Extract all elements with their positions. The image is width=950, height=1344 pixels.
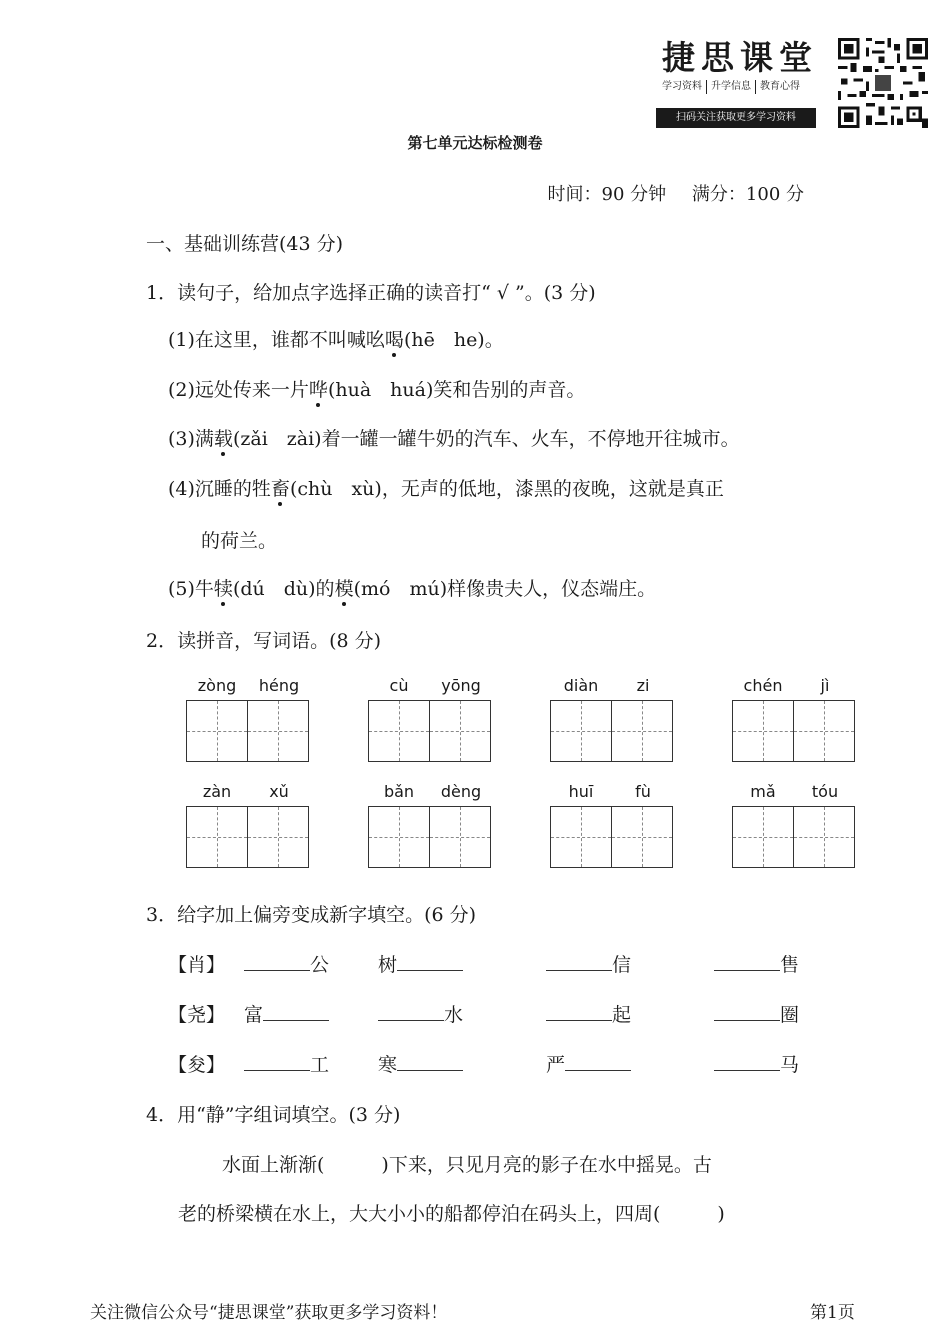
q2-title: 2．读拼音，写词语。(8 分) [146,630,382,652]
q1-sentence-5: (5)牛犊(dú dù)的模(mó mú)样像贵夫人，仪态端庄。 [168,578,657,600]
answer-blank[interactable] [244,950,310,971]
q3-fill-item: 富 [244,1000,329,1027]
pinyin-label: zòng [197,676,237,695]
footer-promo: 关注微信公众号“捷思课堂”获取更多学习资料！ [90,1303,448,1323]
answer-blank[interactable] [397,950,463,971]
tian-grid-box[interactable] [732,806,794,868]
q3-fill-item: 圈 [714,1000,799,1027]
pinyin-label: zi [636,676,650,695]
q3-title: 3．给字加上偏旁变成新字填空。(6 分) [146,904,477,926]
q1-sentence-1: (1)在这里，谁都不叫喊吆喝(hē he)。 [168,329,504,351]
q1-sentence-2: (2)远处传来一片哗(huà huá)笑和告别的声音。 [168,379,586,401]
page-number: 第1页 [810,1303,855,1323]
answer-blank[interactable] [714,950,780,971]
pinyin-label: diàn [563,676,599,695]
brand-link-admission: 升学信息 [707,80,756,94]
dotted-char: 犊 [213,578,233,600]
tian-grid-box[interactable] [429,700,491,762]
tian-grid-box[interactable] [429,806,491,868]
dotted-char: 哗 [308,379,328,401]
q1-sentence-4: (4)沉睡的牲畜(chù xù)，无声的低地，漆黑的夜晚，这就是真正 [168,478,724,500]
brand-scan-bar: 扫码关注获取更多学习资料 [656,108,816,128]
pinyin-label: dèng [440,782,482,801]
pinyin-label: fù [635,782,651,801]
q3-fill-item: 信 [546,950,631,977]
tian-grid-box[interactable] [368,806,430,868]
dotted-char: 载 [213,428,233,450]
brand-title: 捷思课堂 [662,38,818,77]
tian-grid-box[interactable] [732,700,794,762]
exam-score: 满分：100 分 [691,184,804,205]
q3-fill-item: 树 [378,950,463,977]
brand-link-study: 学习资料 [658,80,707,94]
pinyin-label: héng [258,676,300,695]
section-title: 一、基础训练营(43 分) [146,233,344,255]
answer-blank[interactable] [397,1050,463,1071]
brand-links [658,80,804,94]
pinyin-label: xǔ [269,782,289,801]
tian-grid-box[interactable] [368,700,430,762]
tian-grid-box[interactable] [550,806,612,868]
answer-blank[interactable] [565,1050,631,1071]
q3-fill-item: 售 [714,950,799,977]
tian-grid-box[interactable] [611,806,673,868]
brand-link-education: 教育心得 [760,81,800,92]
q3-row-key: 【肖】 [168,954,226,976]
pinyin-label: cù [389,676,409,695]
pinyin-label: zàn [202,782,232,801]
document-title: 第七单元达标检测卷 [407,134,543,152]
q4-title: 4．用“静”字组词填空。(3 分) [146,1104,401,1126]
qr-code-icon [838,38,928,128]
q4-passage-line-1: 水面上渐渐( )下来，只见月亮的影子在水中摇晃。古 [222,1154,712,1176]
q3-fill-item: 起 [546,1000,631,1027]
dotted-char: 喝 [384,329,404,351]
tian-grid-box[interactable] [247,806,309,868]
tian-grid-box[interactable] [550,700,612,762]
exam-time: 时间：90 分钟 [547,184,667,205]
exam-meta [528,180,804,206]
dotted-char: 模 [334,578,354,600]
tian-grid-box[interactable] [793,806,855,868]
q3-fill-item: 严 [546,1050,631,1077]
tian-grid-box[interactable] [793,700,855,762]
answer-blank[interactable] [263,1000,329,1021]
answer-blank[interactable] [714,1050,780,1071]
q3-row-key: 【夋】 [168,1054,226,1076]
pinyin-label: yōng [441,676,481,695]
q3-row-key: 【尧】 [168,1004,226,1026]
answer-blank[interactable] [714,1000,780,1021]
q4-passage-line-2: 老的桥梁横在水上，大大小小的船都停泊在码头上，四周( ) [178,1203,725,1225]
tian-grid-box[interactable] [247,700,309,762]
q3-fill-item: 公 [244,950,329,977]
q1-sentence-3: (3)满载(zǎi zài)着一罐一罐牛奶的汽车、火车，不停地开往城市。 [168,428,740,450]
pinyin-label: bǎn [383,782,415,801]
answer-blank[interactable] [546,950,612,971]
answer-blank[interactable] [378,1000,444,1021]
q3-fill-item: 工 [244,1050,329,1077]
tian-grid-box[interactable] [186,700,248,762]
pinyin-label: chén [743,676,783,695]
pinyin-label: mǎ [750,782,776,801]
q3-fill-item: 寒 [378,1050,463,1077]
pinyin-label: jì [820,676,830,695]
q3-fill-item: 水 [378,1000,463,1027]
q1-title: 1．读句子，给加点字选择正确的读音打“ √ ”。(3 分) [146,282,596,304]
pinyin-label: tóu [811,782,839,801]
answer-blank[interactable] [244,1050,310,1071]
pinyin-label: huī [568,782,594,801]
tian-grid-box[interactable] [611,700,673,762]
q3-fill-item: 马 [714,1050,799,1077]
dotted-char: 畜 [270,478,290,500]
answer-blank[interactable] [546,1000,612,1021]
q1-sentence-4-cont: 的荷兰。 [201,530,278,552]
tian-grid-box[interactable] [186,806,248,868]
